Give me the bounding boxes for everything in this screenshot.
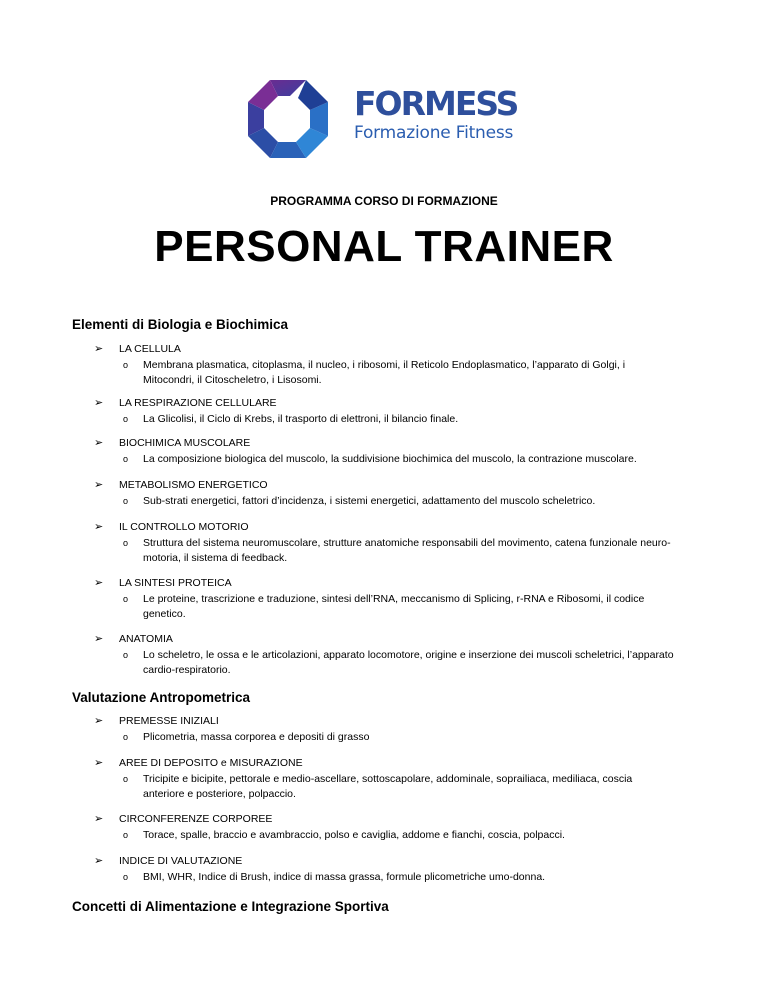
item-detail: BMI, WHR, Indice di Brush, indice di massa grassa, formule plicometriche umo-donna.: [143, 871, 546, 883]
item-detail: Tricipite e bicipite, pettorale e medio-ascellare, sottoscapolare, addominale, soprailiaca, mediliaca, coscia anteriore e posteriore, polpaccio.: [143, 773, 633, 800]
item-heading: AREE DI DEPOSITO e MISURAZIONE: [119, 757, 303, 769]
logo: [246, 78, 536, 160]
item-detail: Torace, spalle, braccio e avambraccio, polso e caviglia, addome e fianchi, coscia, polpacci.: [143, 829, 565, 841]
item-detail: La Glicolisi, il Ciclo di Krebs, il trasporto di elettroni, il bilancio finale.: [143, 413, 459, 425]
item-detail: Struttura del sistema neuromuscolare, strutture anatomiche responsabili del movimento, catena funzionale neuro-motoria, il sistema di feedback.: [143, 537, 671, 564]
circle-bullet-icon: o: [123, 650, 129, 660]
circle-bullet-icon: o: [123, 538, 129, 548]
arrow-bullet-icon: ➢: [94, 757, 104, 769]
arrow-bullet-icon: ➢: [94, 521, 104, 533]
item-heading: LA CELLULA: [119, 343, 181, 355]
formess-logo-icon: [246, 78, 330, 160]
arrow-bullet-icon: ➢: [94, 343, 104, 355]
item-heading: INDICE DI VALUTAZIONE: [119, 855, 243, 867]
arrow-bullet-icon: ➢: [94, 813, 104, 825]
program-subtitle: PROGRAMMA CORSO DI FORMAZIONE: [270, 194, 498, 208]
item-heading: LA SINTESI PROTEICA: [119, 577, 232, 589]
arrow-bullet-icon: ➢: [94, 479, 104, 491]
item-detail: Membrana plasmatica, citoplasma, il nucleo, i ribosomi, il Reticolo Endoplasmatico, l’apparato di Golgi, i Mitocondri, il Citoscheletro, i Lisosomi.: [143, 359, 626, 386]
item-detail: Le proteine, trascrizione e traduzione, sintesi dell’RNA, meccanismo di Splicing, r-RNA e Ribosomi, il codice genetico.: [143, 593, 645, 620]
item-detail: Lo scheletro, le ossa e le articolazioni, apparato locomotore, origine e inserzione dei muscoli scheletrici, l’apparato cardio-respiratorio.: [143, 649, 674, 676]
circle-bullet-icon: o: [123, 732, 129, 742]
arrow-bullet-icon: ➢: [94, 855, 104, 867]
arrow-bullet-icon: ➢: [94, 633, 104, 645]
circle-bullet-icon: o: [123, 830, 129, 840]
circle-bullet-icon: o: [123, 414, 129, 424]
item-heading: BIOCHIMICA MUSCOLARE: [119, 437, 251, 449]
brand-name: FORMESS: [354, 84, 518, 123]
section-title: Elementi di Biologia e Biochimica: [72, 317, 289, 332]
item-heading: METABOLISMO ENERGETICO: [119, 479, 268, 491]
arrow-bullet-icon: ➢: [94, 715, 104, 727]
item-detail: Sub-strati energetici, fattori d’incidenza, i sistemi energetici, adattamento del muscolo scheletrico.: [143, 495, 596, 507]
section-title: Valutazione Antropometrica: [72, 690, 251, 705]
circle-bullet-icon: o: [123, 454, 129, 464]
arrow-bullet-icon: ➢: [94, 577, 104, 589]
circle-bullet-icon: o: [123, 496, 129, 506]
arrow-bullet-icon: ➢: [94, 397, 104, 409]
page-title: PERSONAL TRAINER: [154, 222, 614, 271]
arrow-bullet-icon: ➢: [94, 437, 104, 449]
circle-bullet-icon: o: [123, 774, 129, 784]
item-heading: PREMESSE INIZIALI: [119, 715, 219, 727]
item-heading: ANATOMIA: [119, 633, 173, 645]
item-heading: CIRCONFERENZE CORPOREE: [119, 813, 273, 825]
item-detail: Plicometria, massa corporea e depositi di grasso: [143, 731, 370, 743]
circle-bullet-icon: o: [123, 872, 129, 882]
section-title: Concetti di Alimentazione e Integrazione Sportiva: [72, 899, 389, 914]
item-heading: LA RESPIRAZIONE CELLULARE: [119, 397, 277, 409]
item-detail: La composizione biologica del muscolo, la suddivisione biochimica del muscolo, la contrazione muscolare.: [143, 453, 637, 465]
circle-bullet-icon: o: [123, 594, 129, 604]
circle-bullet-icon: o: [123, 360, 129, 370]
brand-tagline: Formazione Fitness: [354, 123, 514, 143]
item-heading: IL CONTROLLO MOTORIO: [119, 521, 249, 533]
